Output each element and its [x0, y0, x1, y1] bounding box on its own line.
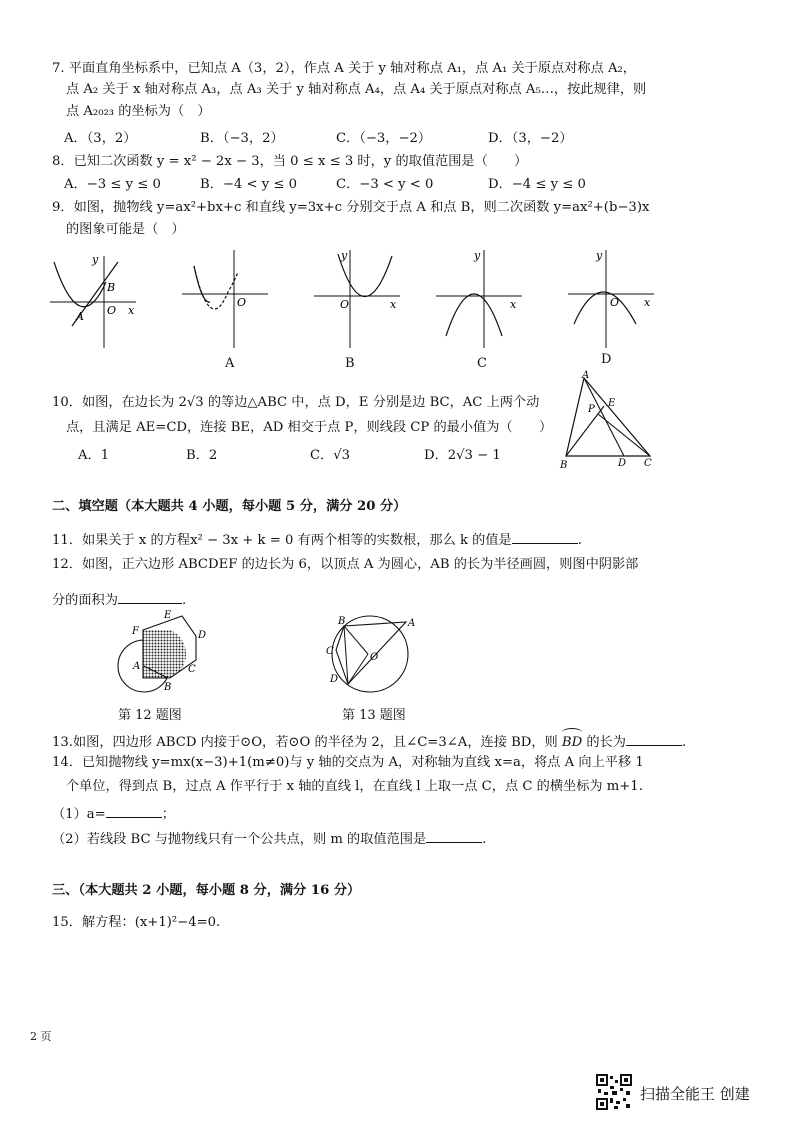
q14-part2-end: . [482, 832, 487, 847]
q10-fig-a: A [582, 370, 590, 381]
q14-part1-text: （1）a= [52, 807, 106, 822]
scanner-brand-watermark: 扫描全能王 创建 [640, 1085, 750, 1103]
q7-line2: 点 A₂ 关于 x 轴对称点 A₃，点 A₃ 关于 y 轴对称点 A₄，点 A₄ 关于原点对称点 A₅…，按此规律，则 [66, 82, 647, 97]
q12-fig-b: B [164, 682, 172, 693]
q9-fig-b-label: B [107, 281, 116, 294]
q9-choice-b-graph [312, 244, 404, 352]
q12-hexagon-figure [112, 606, 222, 696]
q12-end: . [181, 593, 187, 608]
q10-fig-e: E [608, 398, 616, 409]
q14-part1-end: ； [161, 807, 175, 822]
q13-text-mid: 的长为 [582, 735, 626, 750]
q13-answer-blank[interactable] [626, 732, 682, 746]
q8-option-a: A．−3 ≤ y ≤ 0 [64, 177, 161, 192]
q7-option-b: B．（−3，2） [200, 131, 284, 146]
arc-symbol [562, 728, 582, 737]
q9-fig-x-label: x [128, 304, 135, 317]
q13-end: . [681, 735, 687, 750]
q14-part1 [52, 804, 175, 824]
q9-line2: 的图象可能是（ ） [66, 222, 185, 237]
q12-fig-a: A [133, 661, 141, 672]
q10-fig-p: P [588, 404, 595, 415]
q8-option-b: B．−4 < y ≤ 0 [200, 177, 298, 192]
q9b-origin: O [340, 298, 350, 311]
q11-text: 11．如果关于 x 的方程x² − 3x + k = 0 有两个相等的实数根，那么 k 的值是 [52, 533, 512, 548]
q10-line1: 10．如图，在边长为 2√3 的等边△ABC 中，点 D，E 分别是边 BC，AC 上两个动 [52, 395, 540, 410]
q15-line: 15．解方程：(x+1)²−4=0. [52, 915, 221, 930]
q9d-origin: O [610, 296, 620, 309]
q10-line2: 点，且满足 AE=CD，连接 BE，AD 相交于点 P，则线段 CP 的最小值为（ ） [66, 420, 553, 435]
q13-fig-c: C [326, 646, 334, 657]
q14-line1: 14．已知抛物线 y=mx(x−3)+1(m≠0)与 y 轴的交点为 A，对称轴为直线 x=a，将点 A 向上平移 1 [52, 755, 644, 770]
q9b-x: x [390, 298, 397, 311]
q11-line [52, 530, 582, 550]
q12-fig-f: F [132, 626, 139, 637]
q13-arc-label: BD [561, 735, 583, 750]
q13-fig-d: D [330, 674, 339, 685]
q9d-x: x [644, 296, 651, 309]
q7-line1: 7. 平面直角坐标系中，已知点 A（3，2），作点 A 关于 y 轴对称点 A₁，点 A₁ 关于原点对称点 A₂， [52, 61, 636, 76]
q12-caption: 第 12 题图 [118, 708, 182, 723]
q14-part2-text: （2）若线段 BC 与抛物线只有一个公共点，则 m 的取值范围是 [52, 832, 427, 847]
q12-text: 分的面积为 [52, 593, 118, 608]
q7-line3: 点 A₂₀₂₃ 的坐标为（ ） [66, 104, 211, 119]
q13-fig-a: A [408, 618, 416, 629]
section-2-heading: 二、填空题（本大题共 4 小题，每小题 5 分，满分 20 分） [52, 499, 407, 514]
q9a-origin: O [237, 296, 247, 309]
q8-line1: 8．已知二次函数 y = x² − 2x − 3，当 0 ≤ x ≤ 3 时，y 的取值范围是（ ） [52, 154, 528, 169]
q9d-y: y [596, 249, 603, 262]
q13-fig-b: B [338, 616, 346, 627]
q10-fig-c: C [644, 458, 652, 469]
section-3-heading: 三、（本大题共 2 小题，每小题 8 分，满分 16 分） [52, 883, 361, 898]
q9c-y: y [474, 249, 481, 262]
q9c-x: x [510, 298, 517, 311]
q7-option-c: C．（−3，−2） [336, 131, 432, 146]
q9-choice-b-label: B [345, 356, 355, 371]
q9-main-figure [44, 248, 140, 352]
q9-line1: 9．如图，抛物线 y=ax²+bx+c 和直线 y=3x+c 分别交于点 A 和点 B，则二次函数 y=ax²+(b−3)x [52, 200, 650, 215]
q11-answer-blank[interactable] [512, 530, 578, 544]
q10-option-b: B．2 [186, 448, 218, 463]
q14-part2-blank[interactable] [426, 829, 482, 843]
q10-fig-b: B [560, 460, 568, 471]
q12-fig-d: D [198, 630, 207, 641]
q10-option-d: D．2√3 − 1 [424, 448, 501, 463]
q9-fig-y-label: y [92, 253, 99, 266]
q10-fig-d: D [618, 458, 627, 469]
q13-circle-figure [320, 610, 420, 698]
q10-option-c: C．√3 [310, 448, 351, 463]
q12-fig-e: E [164, 610, 172, 621]
q7-option-a: A．（3，2） [64, 131, 137, 146]
q9-choice-a-label: A [225, 356, 235, 371]
q14-part2 [52, 829, 486, 849]
q10-triangle-figure [558, 368, 658, 472]
q13-text: 13.如图，四边形 ABCD 内接于⊙O，若⊙O 的半径为 2，且∠C=3∠A，连接 BD，则 [52, 735, 562, 750]
page-number: 2 页 [30, 1030, 52, 1043]
q10-option-a: A．1 [78, 448, 110, 463]
q8-option-d: D．−4 ≤ y ≤ 0 [488, 177, 586, 192]
q13-arc-bd [562, 734, 582, 752]
q13-line [52, 732, 686, 752]
q14-line2: 个单位，得到点 B，过点 A 作平行于 x 轴的直线 l，在直线 l 上取一点 C，点 C 的横坐标为 m+1. [66, 779, 643, 794]
q12-line1: 12．如图，正六边形 ABCDEF 的边长为 6，以顶点 A 为圆心，AB 的长为半径画圆，则图中阴影部 [52, 557, 639, 572]
q9-choice-d-label: D [601, 352, 612, 367]
q9-choice-a-graph [180, 244, 272, 352]
q9-choice-c-graph [434, 244, 526, 352]
q9-choice-c-label: C [477, 356, 487, 371]
q12-fig-c: C [188, 664, 196, 675]
qr-code-icon [596, 1074, 632, 1110]
q11-end: . [577, 533, 582, 548]
q12-answer-blank[interactable] [118, 590, 182, 604]
q13-caption: 第 13 题图 [342, 708, 406, 723]
q8-option-c: C．−3 < y < 0 [336, 177, 434, 192]
q14-part1-blank[interactable] [106, 804, 162, 818]
q9b-y: y [341, 249, 348, 262]
q13-fig-o: O [370, 652, 379, 663]
q9-fig-a-label: A [76, 310, 84, 323]
q9-fig-origin-label: O [107, 304, 117, 317]
q7-option-d: D．（3，−2） [488, 131, 573, 146]
q9-choice-d-graph [566, 244, 658, 352]
